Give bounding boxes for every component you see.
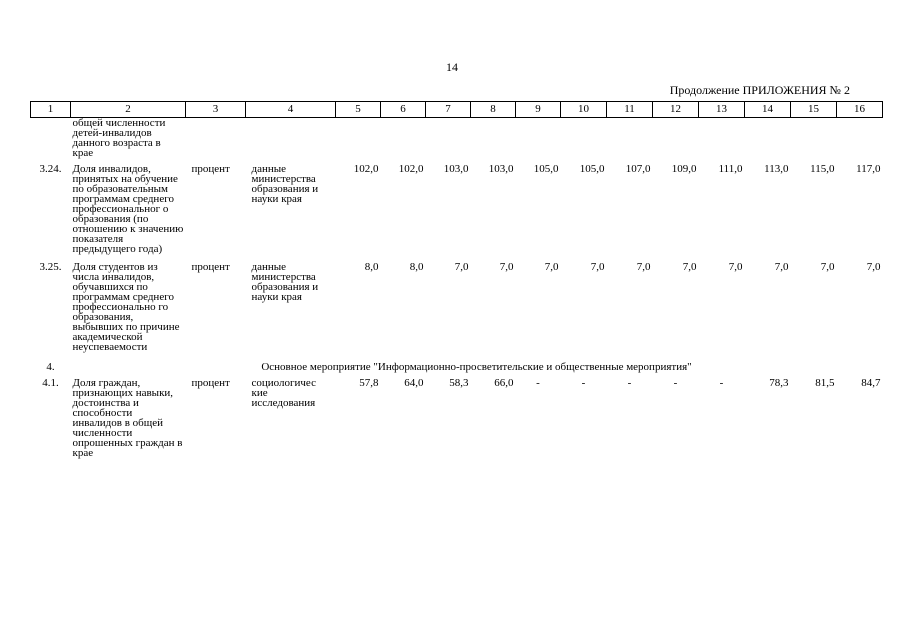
value-cell: 7,0	[454, 261, 469, 273]
column-header: 15	[791, 102, 837, 118]
data-source: данные министерства образования и науки края	[251, 261, 319, 303]
value-cell: 81,5	[815, 377, 835, 389]
indicators-table	[30, 101, 883, 458]
section-number: 4.	[46, 361, 55, 373]
section-title: Основное мероприятие "Информационно-просветительские и общественные мероприятия"	[261, 361, 692, 373]
column-header: 2	[71, 102, 186, 118]
value-cell: 7,0	[774, 261, 789, 273]
value-cell: 7,0	[728, 261, 743, 273]
value-cell: 58,3	[449, 377, 469, 389]
value-cell: 7,0	[866, 261, 881, 273]
column-header: 12	[653, 102, 699, 118]
value-cell: -	[673, 377, 678, 389]
value-cell: 7,0	[544, 261, 559, 273]
value-cell: 105,0	[579, 163, 605, 175]
unit: процент	[191, 261, 230, 273]
column-number-row	[31, 102, 883, 118]
column-header: 6	[381, 102, 426, 118]
appendix-continuation-label: Продолжение ПРИЛОЖЕНИЯ № 2	[669, 83, 850, 97]
table-row	[31, 259, 883, 357]
indicator-name: Доля инвалидов, принятых на обучение по образовательным программам среднего профессиональног о образования (по отношению к значению показателя предыдущего года)	[72, 163, 184, 255]
row-number: 4.1.	[42, 377, 59, 389]
value-cell: 7,0	[820, 261, 835, 273]
value-cell: -	[581, 377, 586, 389]
value-cell: 8,0	[364, 261, 379, 273]
data-source: социологичес кие исследования	[251, 377, 316, 409]
column-header: 4	[246, 102, 336, 118]
column-header: 3	[186, 102, 246, 118]
value-cell: 8,0	[409, 261, 424, 273]
value-cell: -	[627, 377, 632, 389]
value-cell: 102,0	[353, 163, 379, 175]
value-cell: 105,0	[533, 163, 559, 175]
column-header: 5	[336, 102, 381, 118]
value-cell: 109,0	[671, 163, 697, 175]
value-cell: 107,0	[625, 163, 651, 175]
unit: процент	[191, 377, 230, 389]
table-row	[31, 378, 883, 458]
column-header: 8	[471, 102, 516, 118]
value-cell: 102,0	[398, 163, 424, 175]
column-header: 14	[745, 102, 791, 118]
value-cell: -	[719, 377, 724, 389]
indicator-name: Доля студентов из числа инвалидов, обучавшихся по программам среднего профессионально го образования, выбывших по причине академической неуспеваемости	[72, 261, 180, 353]
value-cell: 7,0	[499, 261, 514, 273]
value-cell: 117,0	[856, 163, 881, 175]
column-header: 13	[699, 102, 745, 118]
indicator-name: Доля граждан, признающих навыки, достоинства и способности инвалидов в общей численности опрошенных граждан в крае	[72, 377, 183, 459]
value-cell: 115,0	[810, 163, 835, 175]
value-cell: 113,0	[764, 163, 789, 175]
column-header: 9	[516, 102, 561, 118]
unit: процент	[191, 163, 230, 175]
value-cell: 84,7	[861, 377, 881, 389]
column-header: 16	[837, 102, 883, 118]
table-row-continued	[31, 118, 883, 162]
value-cell: -	[536, 377, 540, 389]
value-cell: 7,0	[636, 261, 651, 273]
page-number: 14	[446, 60, 458, 74]
value-cell: 64,0	[404, 377, 424, 389]
value-cell: 103,0	[443, 163, 469, 175]
value-cell: 57,8	[359, 377, 379, 389]
column-header: 10	[561, 102, 607, 118]
indicator-name: общей численности детей-инвалидов данного возраста в крае	[72, 117, 166, 159]
table-row	[31, 161, 883, 259]
value-cell: 103,0	[488, 163, 514, 175]
column-header: 1	[31, 102, 71, 118]
row-number: 3.25.	[39, 261, 62, 273]
row-number: 3.24.	[39, 163, 62, 175]
value-cell: 7,0	[590, 261, 605, 273]
column-header: 11	[607, 102, 653, 118]
value-cell: 66,0	[494, 377, 514, 389]
section-row	[31, 357, 883, 378]
data-source: данные министерства образования и науки края	[251, 163, 319, 205]
column-header: 7	[426, 102, 471, 118]
value-cell: 78,3	[769, 377, 789, 389]
value-cell: 111,0	[718, 163, 743, 175]
value-cell: 7,0	[682, 261, 697, 273]
